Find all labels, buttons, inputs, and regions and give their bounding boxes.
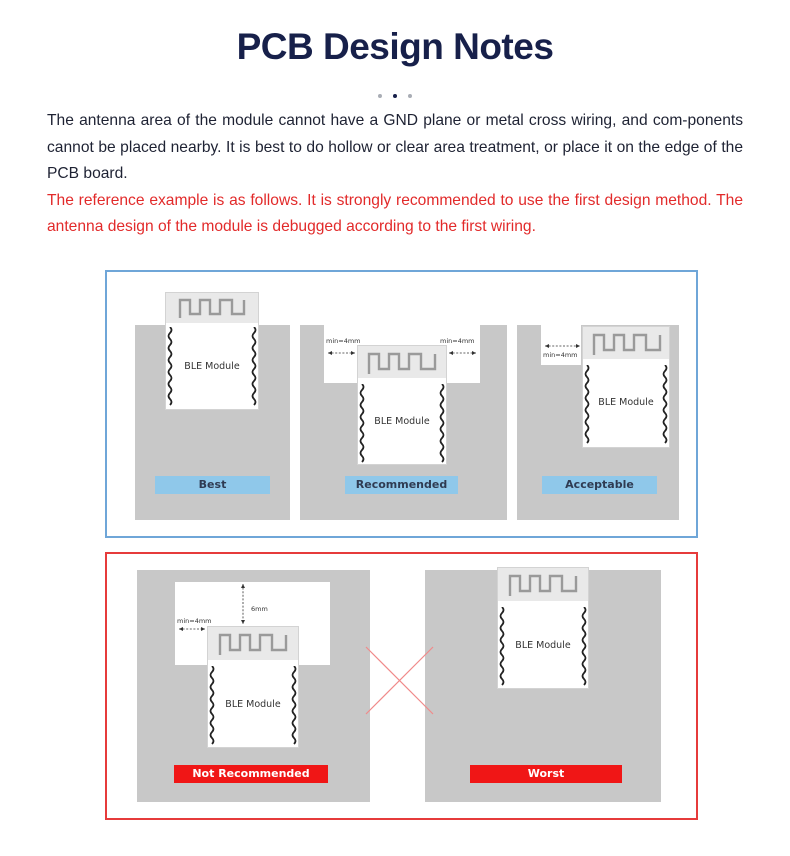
- clearance-label-right: min=4mm: [440, 337, 475, 345]
- clearance-label: min=4mm: [543, 351, 578, 359]
- intro-recommendation: The reference example is as follows. It is strongly recommended to use the first design method. The antenna design of the module is debugged according to the first wiring.: [47, 191, 743, 235]
- caption-best: Best: [155, 476, 270, 494]
- caption-acceptable: Acceptable: [542, 476, 657, 494]
- intro-paragraph: The antenna area of the module cannot have a GND plane or metal cross wiring, and com-ponents cannot be placed nearby. It is best to do hollow or clear area treatment, or place it on the edge of the PCB board.: [47, 112, 743, 182]
- cross-icon: [366, 647, 433, 714]
- module-label: BLE Module: [225, 699, 281, 710]
- caption-not-recommended: Not Recommended: [174, 765, 328, 783]
- clearance-label-top: 6mm: [251, 605, 268, 613]
- module-label: BLE Module: [515, 640, 571, 651]
- clearance-label-side: min=4mm: [177, 617, 212, 625]
- arrow-heads: [179, 344, 580, 631]
- caption-recommended: Recommended: [345, 476, 458, 494]
- module-label: BLE Module: [598, 397, 654, 408]
- caption-worst: Worst: [470, 765, 622, 783]
- module-label: BLE Module: [184, 361, 240, 372]
- clearance-label-left: min=4mm: [326, 337, 361, 345]
- page-title: PCB Design Notes: [236, 26, 554, 67]
- dimension-arrows: [179, 346, 580, 629]
- module-label: BLE Module: [374, 416, 430, 427]
